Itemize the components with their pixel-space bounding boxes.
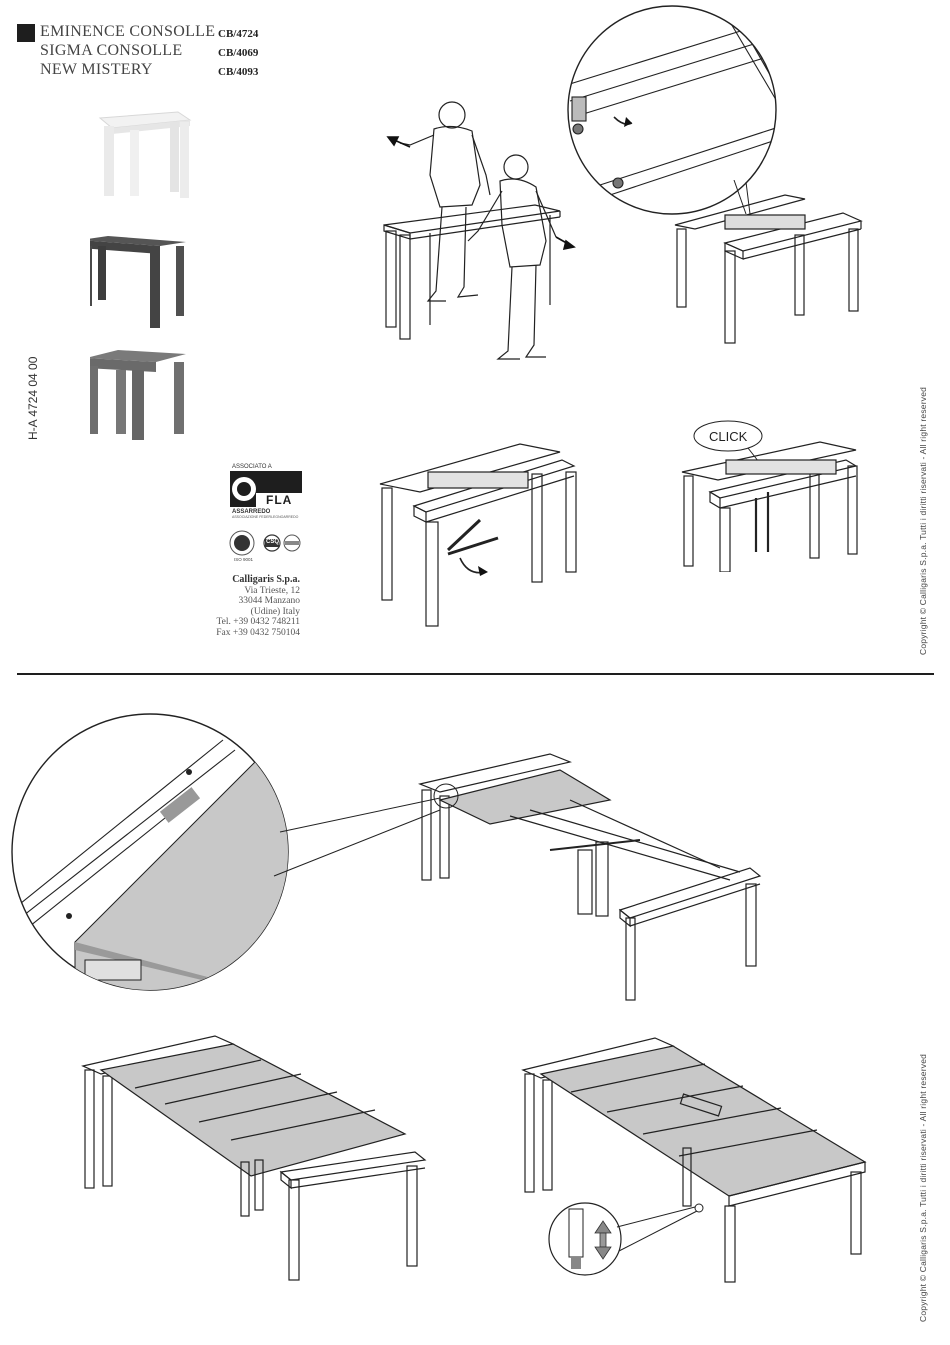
- grey-table-photo: [90, 350, 186, 440]
- certification-badges: [228, 528, 303, 564]
- iso-badge: ISO 9001: [234, 557, 254, 562]
- step-leg-unfold: [370, 430, 595, 630]
- click-label: CLICK: [709, 429, 748, 444]
- product-code: CB/4724: [218, 28, 259, 40]
- rotate-arrow-icon: [478, 566, 488, 576]
- step-first-panel: [410, 740, 780, 1010]
- document-code: H-A 4724 04 00: [26, 356, 40, 440]
- product-code: CB/4093: [218, 66, 259, 78]
- product-name: SIGMA CONSOLLE: [40, 42, 183, 59]
- company-street: Via Trieste, 12: [244, 585, 300, 596]
- step-all-panels: [75, 1030, 435, 1290]
- csq-badge: CSQ: [266, 539, 280, 545]
- step-pull-apart-illustration: [370, 95, 585, 375]
- associated-label: ASSOCIATO A: [232, 464, 272, 470]
- company-fax: Fax +39 0432 750104: [216, 627, 300, 638]
- step-click-lock: [670, 412, 870, 572]
- company-name: Calligaris S.p.a.: [232, 574, 300, 585]
- fla-logo: [228, 464, 302, 520]
- product-marker-square: [17, 24, 35, 42]
- company-address: [216, 575, 300, 638]
- leg-adjust-magnifier: [545, 1195, 715, 1285]
- fla-logo-text: FLA: [266, 493, 293, 507]
- company-tel: Tel. +39 0432 748211: [216, 617, 300, 627]
- dark-table-photo: [90, 236, 186, 328]
- product-name: EMINENCE CONSOLLE: [40, 23, 216, 40]
- section-divider: [17, 673, 934, 675]
- company-region: (Udine) Italy: [250, 606, 300, 617]
- copyright-notice: Copyright © Calligaris S.p.a. Tutti i diritti riservati - All right reserved: [918, 386, 928, 655]
- step-opened-console: [665, 185, 875, 360]
- product-name: NEW MISTERY: [40, 61, 153, 78]
- white-table-photo: [100, 112, 190, 198]
- product-photos: [90, 100, 200, 440]
- company-city: 33044 Manzano: [238, 596, 300, 606]
- panel-detail-magnifier: [5, 710, 295, 1000]
- assarredo-caption: ASSOCIAZIONE FEDERLEGNOARREDO: [232, 515, 299, 519]
- copyright-notice: Copyright © Calligaris S.p.a. Tutti i diritti riservati - All right reserved: [918, 1053, 928, 1322]
- assarredo-label: ASSARREDO: [232, 509, 271, 515]
- product-code: CB/4069: [218, 47, 259, 59]
